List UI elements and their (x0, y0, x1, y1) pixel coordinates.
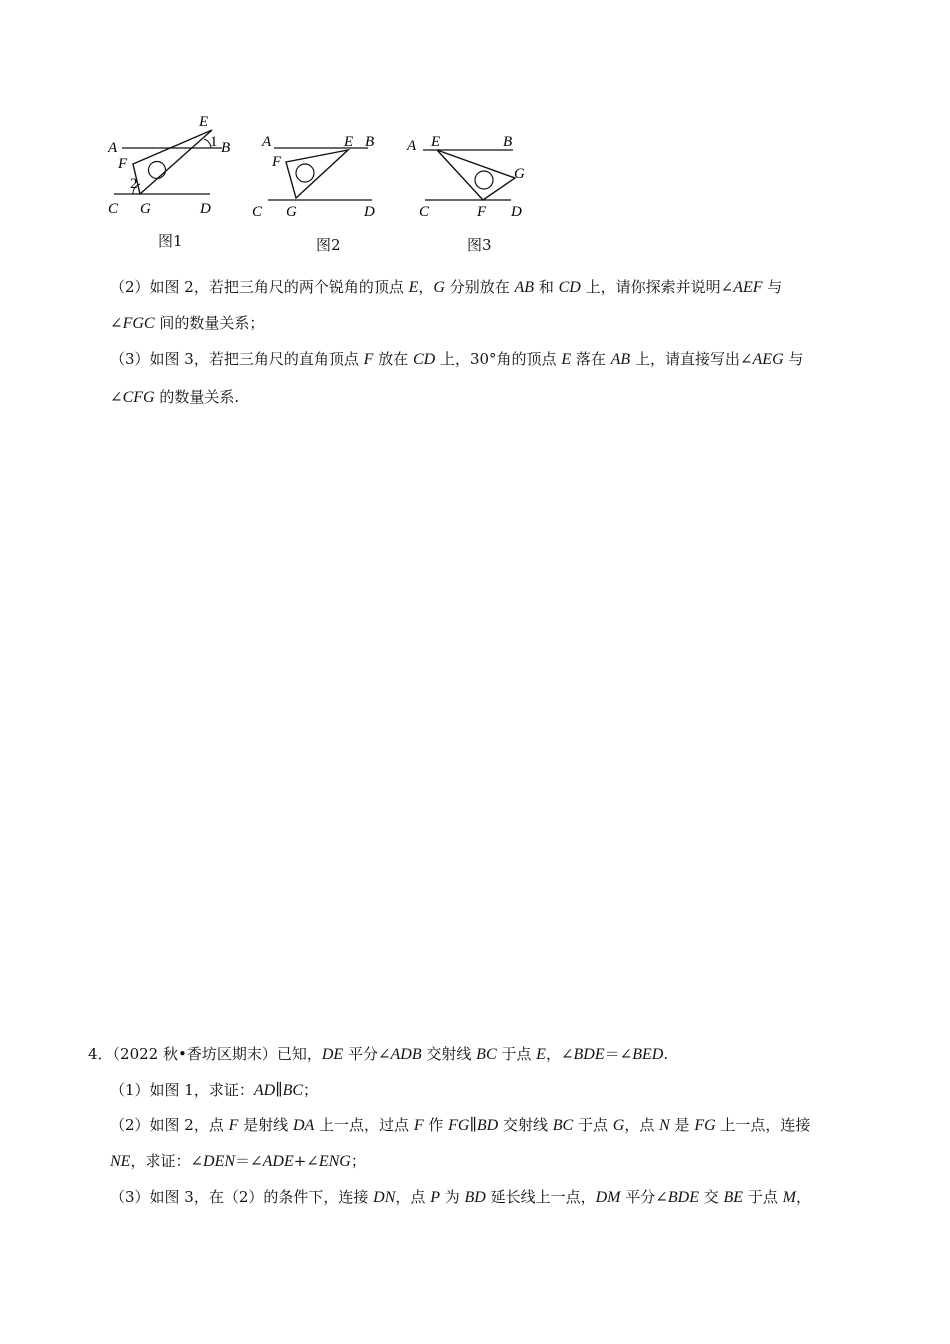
label-f: F (272, 154, 282, 170)
label-e: E (431, 134, 441, 150)
q3-part3-line2: ∠CFG 的数量关系. (110, 388, 240, 406)
label-g: G (514, 166, 525, 182)
label-c: C (252, 204, 263, 220)
label-b: B (503, 134, 513, 150)
label-angle-1: 1 (210, 134, 218, 150)
q3-part2-line1: （2）如图 2，若把三角尺的两个锐角的顶点 E，G 分别放在 AB 和 CD 上，请你探索并说明∠AEF 与 (110, 278, 783, 296)
ruler-hole (475, 171, 493, 189)
label-a: A (407, 138, 417, 154)
figure-1 (100, 108, 240, 258)
label-d: D (364, 204, 375, 220)
q4-part2-line2: NE，求证：∠DEN＝∠ADE+∠ENG； (110, 1152, 366, 1170)
q4-part2-line1: （2）如图 2，点 F 是射线 DA 上一点，过点 F 作 FG∥BD 交射线 BC 于点 G，点 N 是 FG 上一点，连接 (110, 1116, 811, 1134)
figure-3 (405, 108, 545, 258)
label-g: G (286, 204, 297, 220)
triangle-ruler (133, 130, 212, 194)
figure-2 (250, 108, 390, 258)
label-c: C (419, 204, 430, 220)
label-c: C (108, 201, 119, 217)
label-g: G (140, 201, 151, 217)
ruler-hole (149, 162, 166, 179)
label-f: F (118, 156, 128, 172)
label-b: B (365, 134, 375, 150)
q3-part3-line1: （3）如图 3，若把三角尺的直角顶点 F 放在 CD 上，30°角的顶点 E 落在 AB 上，请直接写出∠AEG 与 (110, 350, 804, 368)
q3-part2-line2: ∠FGC 间的数量关系； (110, 314, 265, 332)
figure-row (100, 108, 550, 258)
triangle-ruler (286, 150, 348, 198)
figure-3-caption: 图3 (467, 236, 492, 254)
q4-intro: 4．（2022 秋•香坊区期末）已知，DE 平分∠ADB 交射线 BC 于点 E，∠BDE＝∠BED. (88, 1045, 669, 1063)
label-d: D (200, 201, 211, 217)
figure-2-caption: 图2 (316, 236, 341, 254)
q4-part1: （1）如图 1，求证：AD∥BC； (110, 1081, 319, 1099)
label-d: D (511, 204, 522, 220)
label-e: E (199, 114, 209, 130)
q4-part3-line1: （3）如图 3，在（2）的条件下，连接 DN，点 P 为 BD 延长线上一点，DM 平分∠BDE 交 BE 于点 M， (110, 1188, 811, 1206)
label-e: E (344, 134, 354, 150)
label-a: A (262, 134, 272, 150)
label-angle-2: 2 (130, 176, 138, 192)
figure-1-caption: 图1 (158, 232, 183, 250)
label-a: A (108, 140, 118, 156)
label-b: B (221, 140, 231, 156)
label-f: F (477, 204, 487, 220)
ruler-hole (296, 164, 314, 182)
